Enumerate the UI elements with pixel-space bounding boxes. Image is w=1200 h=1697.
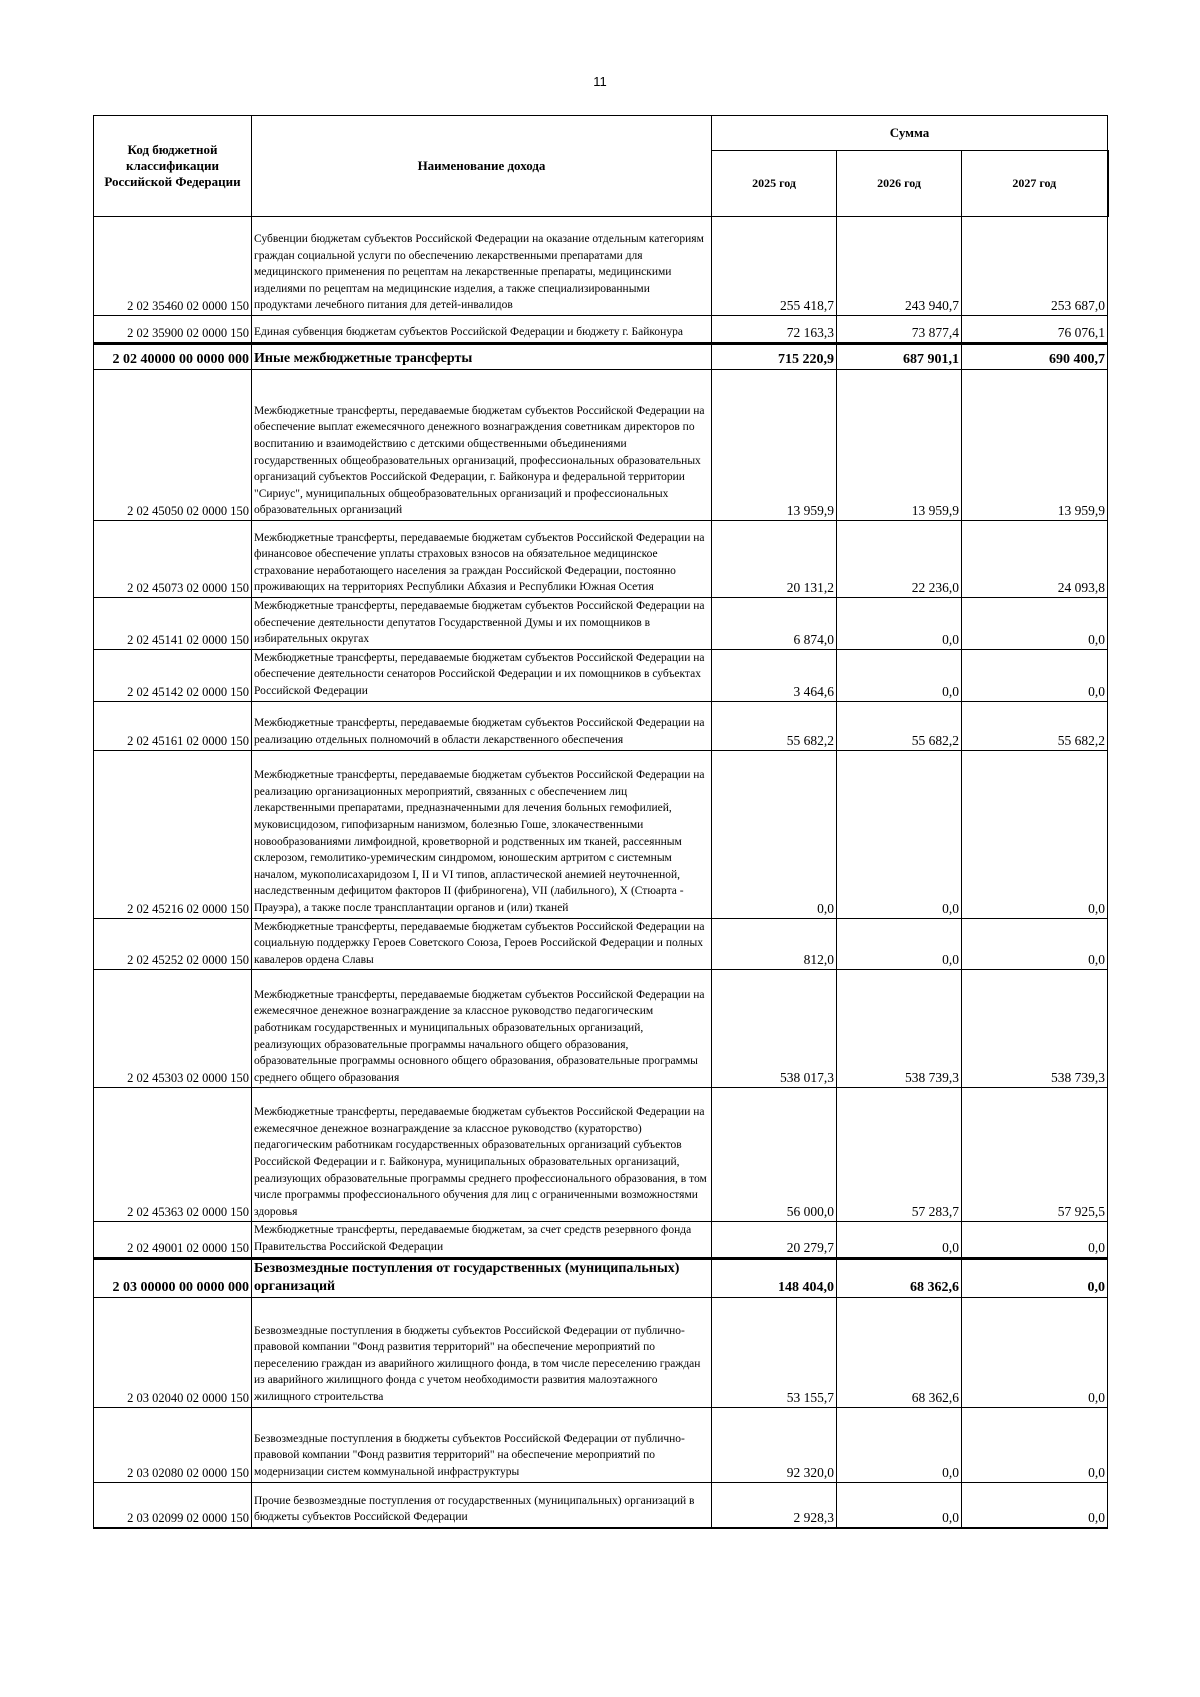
row-value-2025: 812,0 [712,918,837,970]
row-name: Безвозмездные поступления от государственных (муниципальных) организаций [252,1258,712,1297]
row-value-2027: 76 076,1 [962,316,1108,344]
row-value-2025: 3 464,6 [712,649,837,701]
row-name: Межбюджетные трансферты, передаваемые бюджетам субъектов Российской Федерации на реализацию отдельных полномочий в области лекарственного обеспечения [252,701,712,750]
row-value-2027: 0,0 [962,918,1108,970]
row-name: Единая субвенция бюджетам субъектов Российской Федерации и бюджету г. Байконура [252,316,712,344]
row-value-2027: 0,0 [962,750,1108,918]
row-value-2025: 6 874,0 [712,598,837,650]
row-value-2027: 24 093,8 [962,521,1108,598]
table-row [94,750,1108,918]
header-year-2027: 2027 год [962,151,1108,217]
row-value-2026: 68 362,6 [837,1297,962,1407]
row-name: Межбюджетные трансферты, передаваемые бюджетам субъектов Российской Федерации на ежемесячное денежное вознаграждение за классное руководство педагогическим работникам государственных и муниципальных образовательных организаций, реализующих образовательные программы начального общего образования, образовательные программы основного общего образования, образовательные программы среднего общего образования [252,970,712,1088]
row-value-2026: 0,0 [837,649,962,701]
table-row [94,918,1108,970]
row-value-2027: 253 687,0 [962,217,1108,316]
row-code: 2 02 45363 02 0000 150 [94,1088,252,1222]
table-body [94,217,1108,1529]
row-name: Субвенции бюджетам субъектов Российской Федерации на оказание отдельным категориям граждан социальной услуги по обеспечению лекарственными препаратами для медицинского применения по рецептам на лекарственные препараты, медицинскими изделиями по рецептам на медицинские изделия, а также специализированными продуктами лечебного питания для детей-инвалидов [252,217,712,316]
row-name: Межбюджетные трансферты, передаваемые бюджетам субъектов Российской Федерации на реализацию организационных мероприятий, связанных с обеспечением лиц лекарственными препаратами, предназначенными для лечения больных гемофилией, муковисцидозом, гипофизарным нанизмом, болезнью Гоше, злокачественными новообразованиями лимфоидной, кроветворной и родственных им тканей, рассеянным склерозом, гемолитико-уремическим синдромом, юношеским артритом с системным началом, мукополисахаридозом I, II и VI типов, апластической анемией неуточненной, наследственным дефицитом факторов II (фибриногена), VII (лабильного), X (Стюарта - Прауэра), а также после трансплантации органов и (или) тканей [252,750,712,918]
row-value-2025: 20 279,7 [712,1222,837,1258]
row-code: 2 02 45141 02 0000 150 [94,598,252,650]
row-code: 2 02 49001 02 0000 150 [94,1222,252,1258]
row-value-2026: 687 901,1 [837,344,962,370]
row-value-2025: 2 928,3 [712,1482,837,1528]
row-name: Прочие безвозмездные поступления от государственных (муниципальных) организаций в бюджеты субъектов Российской Федерации [252,1482,712,1528]
row-value-2027: 55 682,2 [962,701,1108,750]
row-name: Межбюджетные трансферты, передаваемые бюджетам субъектов Российской Федерации на финансовое обеспечение уплаты страховых взносов на обязательное медицинское страхование неработающего населения за граждан Российской Федерации, постоянно проживающих на территориях Республики Абхазия и Республики Южная Осетия [252,521,712,598]
row-value-2026: 0,0 [837,1222,962,1258]
row-code: 2 02 45303 02 0000 150 [94,970,252,1088]
row-value-2026: 0,0 [837,918,962,970]
table-row [94,521,1108,598]
row-value-2026: 13 959,9 [837,370,962,521]
row-value-2026: 0,0 [837,1482,962,1528]
row-value-2026: 22 236,0 [837,521,962,598]
table-row-total [94,1258,1108,1297]
table-row [94,217,1108,316]
row-name: Межбюджетные трансферты, передаваемые бюджетам субъектов Российской Федерации на ежемесячное денежное вознаграждение за классное руководство (кураторство) педагогическим работникам государственных образовательных организаций субъектов Российской Федерации и г. Байконура, муниципальных образовательных организаций, реализующих образовательные программы среднего профессионального образования, в том числе программы профессионального обучения для лиц с ограниченными возможностями здоровья [252,1088,712,1222]
row-value-2027: 0,0 [962,1258,1108,1297]
row-code: 2 03 02080 02 0000 150 [94,1407,252,1482]
row-value-2026: 73 877,4 [837,316,962,344]
row-value-2027: 0,0 [962,598,1108,650]
header-year-2026: 2026 год [837,151,962,217]
row-value-2026: 0,0 [837,598,962,650]
header-year-2025: 2025 год [712,151,837,217]
row-code: 2 03 00000 00 0000 000 [94,1258,252,1297]
row-code: 2 02 35460 02 0000 150 [94,217,252,316]
row-code: 2 02 45216 02 0000 150 [94,750,252,918]
row-name: Межбюджетные трансферты, передаваемые бюджетам субъектов Российской Федерации на социальную поддержку Героев Советского Союза, Героев Российской Федерации и полных кавалеров ордена Славы [252,918,712,970]
row-name: Безвозмездные поступления в бюджеты субъектов Российской Федерации от публично-правовой компании "Фонд развития территорий" на обеспечение мероприятий по переселению граждан из аварийного жилищного фонда, в том числе переселению граждан из аварийного жилищного фонда с учетом необходимости развития малоэтажного жилищного строительства [252,1297,712,1407]
row-code: 2 02 40000 00 0000 000 [94,344,252,370]
row-value-2027: 690 400,7 [962,344,1108,370]
header-sum: Сумма [712,116,1108,151]
table-row [94,1297,1108,1407]
row-name: Иные межбюджетные трансферты [252,344,712,370]
row-value-2027: 0,0 [962,1297,1108,1407]
table-row [94,1222,1108,1258]
row-value-2025: 148 404,0 [712,1258,837,1297]
table-row [94,316,1108,344]
row-code: 2 02 45161 02 0000 150 [94,701,252,750]
table-row [94,1407,1108,1482]
row-code: 2 02 45252 02 0000 150 [94,918,252,970]
revenue-table [93,115,1109,1529]
row-code: 2 02 45073 02 0000 150 [94,521,252,598]
header-name: Наименование дохода [252,116,712,217]
table-row [94,649,1108,701]
row-value-2027: 57 925,5 [962,1088,1108,1222]
table-row [94,1482,1108,1528]
row-value-2026: 538 739,3 [837,970,962,1088]
row-code: 2 03 02040 02 0000 150 [94,1297,252,1407]
row-name: Безвозмездные поступления в бюджеты субъектов Российской Федерации от публично-правовой компании "Фонд развития территорий" на обеспечение мероприятий по модернизации систем коммунальной инфраструктуры [252,1407,712,1482]
row-value-2025: 538 017,3 [712,970,837,1088]
row-code: 2 02 45142 02 0000 150 [94,649,252,701]
row-value-2026: 243 940,7 [837,217,962,316]
row-name: Межбюджетные трансферты, передаваемые бюджетам субъектов Российской Федерации на обеспечение деятельности сенаторов Российской Федерации и их помощников в субъектах Российской Федерации [252,649,712,701]
row-value-2025: 0,0 [712,750,837,918]
table-row [94,701,1108,750]
row-value-2027: 0,0 [962,1482,1108,1528]
row-value-2027: 13 959,9 [962,370,1108,521]
row-code: 2 02 45050 02 0000 150 [94,370,252,521]
row-value-2025: 53 155,7 [712,1297,837,1407]
page-number: 11 [593,74,607,89]
row-value-2025: 55 682,2 [712,701,837,750]
row-name: Межбюджетные трансферты, передаваемые бюджетам, за счет средств резервного фонда Правительства Российской Федерации [252,1222,712,1258]
row-value-2025: 56 000,0 [712,1088,837,1222]
row-value-2025: 715 220,9 [712,344,837,370]
row-name: Межбюджетные трансферты, передаваемые бюджетам субъектов Российской Федерации на обеспечение деятельности депутатов Государственной Думы и их помощников в избирательных округах [252,598,712,650]
row-value-2026: 57 283,7 [837,1088,962,1222]
row-value-2027: 538 739,3 [962,970,1108,1088]
row-value-2027: 0,0 [962,1407,1108,1482]
row-value-2025: 92 320,0 [712,1407,837,1482]
row-value-2027: 0,0 [962,649,1108,701]
row-value-2026: 0,0 [837,1407,962,1482]
row-value-2026: 68 362,6 [837,1258,962,1297]
header-code: Код бюджетной классификации Российской Федерации [94,116,252,217]
table-row-total [94,344,1108,370]
row-value-2025: 13 959,9 [712,370,837,521]
row-value-2025: 72 163,3 [712,316,837,344]
table-row [94,1088,1108,1222]
row-name: Межбюджетные трансферты, передаваемые бюджетам субъектов Российской Федерации на обеспечение выплат ежемесячного денежного вознаграждения советникам директоров по воспитанию и взаимодействию с детскими общественными объединениями государственных общеобразовательных организаций, профессиональных образовательных организаций субъектов Российской Федерации, г. Байконура и федеральной территории "Сириус", муниципальных общеобразовательных организаций и профессиональных образовательных организаций [252,370,712,521]
row-value-2025: 20 131,2 [712,521,837,598]
table-row [94,598,1108,650]
table-row [94,370,1108,521]
row-value-2026: 0,0 [837,750,962,918]
row-code: 2 02 35900 02 0000 150 [94,316,252,344]
row-value-2026: 55 682,2 [837,701,962,750]
row-value-2025: 255 418,7 [712,217,837,316]
row-code: 2 03 02099 02 0000 150 [94,1482,252,1528]
table-row [94,970,1108,1088]
row-value-2027: 0,0 [962,1222,1108,1258]
